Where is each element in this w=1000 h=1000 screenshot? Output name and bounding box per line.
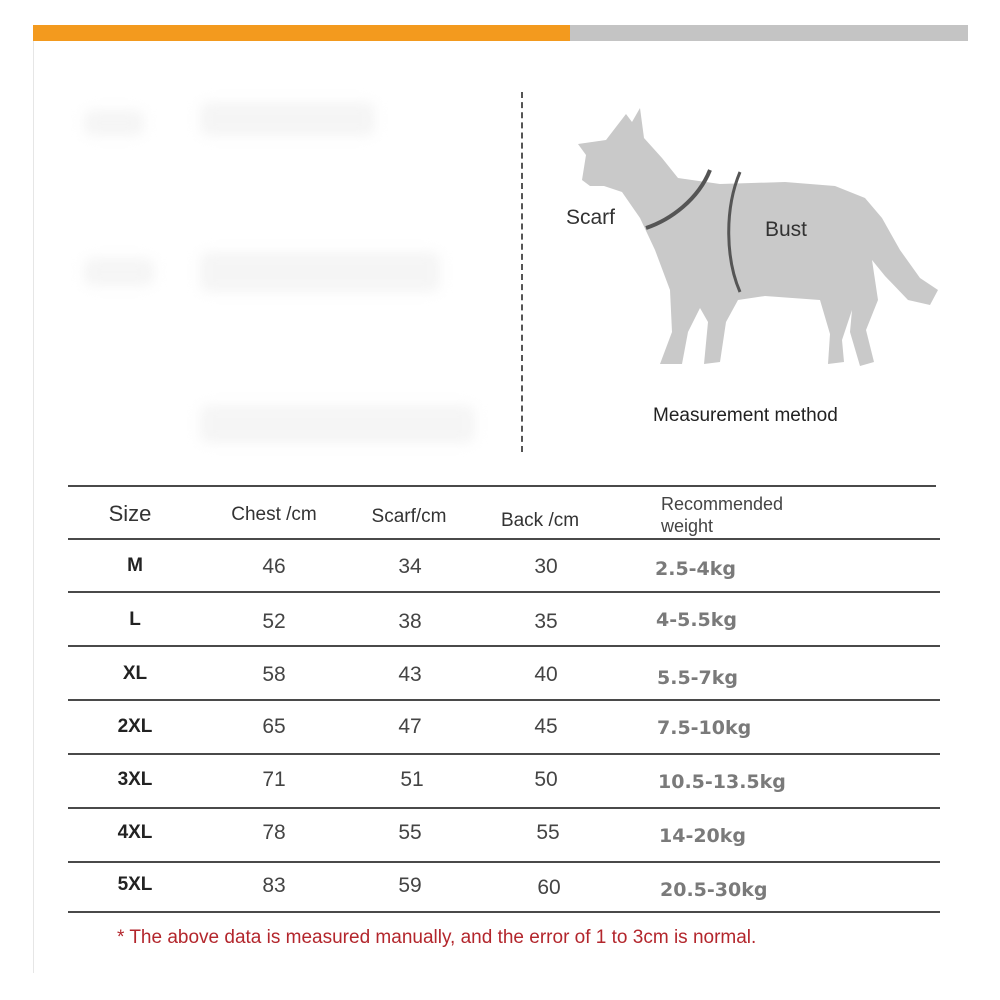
row-back: 55: [536, 821, 560, 844]
top-accent-bar: [33, 25, 968, 41]
measurement-footnote: * The above data is measured manually, and the error of 1 to 3cm is normal.: [117, 927, 757, 948]
row-chest: 46: [262, 555, 286, 578]
diagram-caption: Measurement method: [653, 405, 838, 426]
row-scarf: 59: [398, 874, 422, 897]
row-scarf: 51: [400, 768, 424, 791]
table-rule-bottom: [68, 911, 940, 913]
dog-silhouette-icon: [560, 100, 950, 380]
row-chest: 83: [262, 874, 286, 897]
row-size: 2XL: [117, 716, 153, 737]
row-back: 30: [534, 555, 558, 578]
row-size: 4XL: [117, 822, 153, 843]
faded-artifact: [200, 102, 375, 136]
faded-artifact: [200, 252, 440, 292]
scarf-label: Scarf: [566, 206, 616, 229]
row-weight: 20.5-30kg: [660, 879, 768, 901]
header-chest: Chest /cm: [231, 504, 317, 525]
row-back: 35: [534, 610, 558, 633]
header-weight: Recommended weight: [661, 494, 784, 536]
row-scarf: 38: [398, 610, 422, 633]
header-scarf: Scarf/cm: [371, 506, 447, 527]
header-back: Back /cm: [500, 510, 580, 531]
row-size: XL: [122, 663, 148, 684]
header-size: Size: [108, 501, 152, 526]
row-back: 50: [534, 768, 558, 791]
table-rule-header: [68, 538, 940, 540]
row-back: 45: [534, 715, 558, 738]
table-rule: [68, 699, 940, 701]
table-rule: [68, 861, 940, 863]
row-chest: 78: [262, 821, 286, 844]
row-chest: 65: [262, 715, 286, 738]
row-back: 40: [534, 663, 558, 686]
row-chest: 52: [262, 610, 286, 633]
row-scarf: 43: [398, 663, 422, 686]
table-rule: [68, 753, 940, 755]
table-rule: [68, 591, 940, 593]
accent-bar-gray: [570, 25, 968, 41]
table-rule: [68, 807, 940, 809]
row-scarf: 34: [398, 555, 422, 578]
row-size: 3XL: [117, 769, 153, 790]
row-chest: 71: [262, 768, 286, 791]
table-rule: [68, 645, 940, 647]
row-weight: 14-20kg: [659, 825, 747, 847]
row-weight: 7.5-10kg: [657, 717, 752, 739]
row-scarf: 47: [398, 715, 422, 738]
row-size: L: [129, 609, 141, 630]
faded-artifact: [200, 405, 475, 443]
faded-artifact: [84, 258, 154, 286]
row-weight: 4-5.5kg: [656, 609, 738, 631]
accent-bar-orange: [33, 25, 570, 41]
row-weight: 10.5-13.5kg: [658, 771, 786, 793]
dashed-divider: [521, 92, 523, 452]
frame-line: [33, 41, 34, 973]
faded-artifact: [84, 110, 144, 136]
row-back: 60: [537, 876, 561, 899]
row-weight: 2.5-4kg: [655, 558, 737, 580]
bust-label: Bust: [765, 218, 808, 241]
row-scarf: 55: [398, 821, 422, 844]
row-chest: 58: [262, 663, 286, 686]
row-size: 5XL: [117, 874, 153, 895]
table-rule-top: [68, 485, 936, 487]
row-size: M: [127, 555, 143, 576]
row-weight: 5.5-7kg: [657, 667, 739, 689]
